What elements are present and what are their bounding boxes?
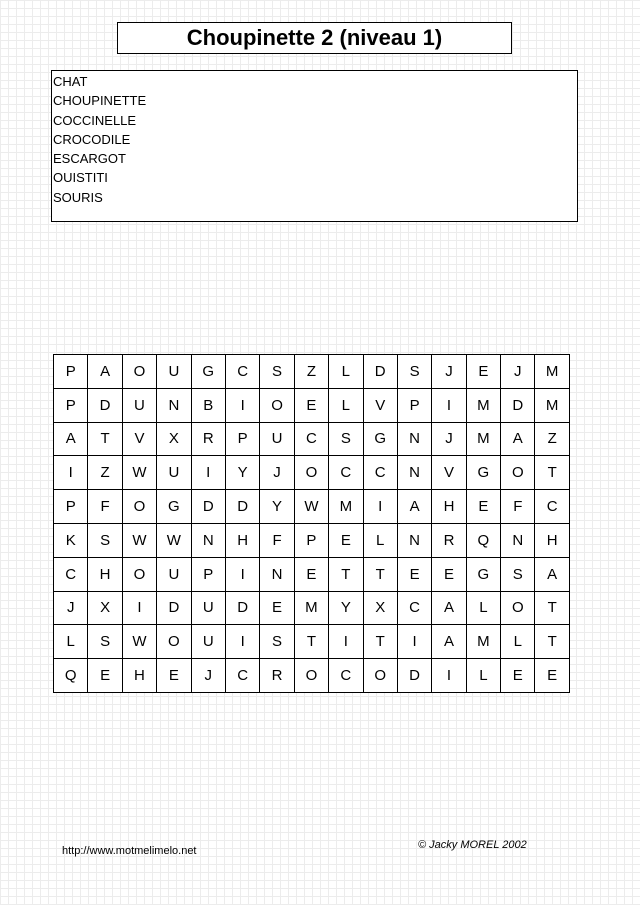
- grid-cell: A: [88, 355, 122, 389]
- grid-cell: F: [88, 490, 122, 524]
- grid-cell: D: [225, 490, 259, 524]
- grid-cell: S: [260, 355, 294, 389]
- grid-cell: I: [225, 625, 259, 659]
- grid-row: [54, 557, 570, 591]
- grid-cell: T: [535, 456, 569, 490]
- grid-cell: N: [397, 456, 431, 490]
- grid-cell: T: [535, 625, 569, 659]
- grid-cell: P: [397, 388, 431, 422]
- grid-cell: X: [157, 422, 191, 456]
- grid-cell: M: [466, 388, 500, 422]
- grid-cell: I: [191, 456, 225, 490]
- grid-cell: P: [191, 557, 225, 591]
- grid-cell: I: [122, 591, 156, 625]
- grid-cell: S: [329, 422, 363, 456]
- grid-cell: E: [294, 557, 328, 591]
- grid-cell: S: [88, 523, 122, 557]
- grid-cell: X: [363, 591, 397, 625]
- grid-cell: J: [501, 355, 535, 389]
- grid-cell: C: [329, 456, 363, 490]
- grid-cell: O: [501, 456, 535, 490]
- grid-cell: W: [157, 523, 191, 557]
- grid-cell: D: [225, 591, 259, 625]
- grid-cell: K: [54, 523, 88, 557]
- page-title: Choupinette 2 (niveau 1): [186, 25, 443, 50]
- grid-cell: H: [432, 490, 466, 524]
- grid-cell: I: [329, 625, 363, 659]
- title-box: [117, 22, 512, 54]
- grid-row: [54, 659, 570, 693]
- grid-cell: H: [122, 659, 156, 693]
- grid-cell: M: [329, 490, 363, 524]
- grid-cell: I: [363, 490, 397, 524]
- grid-cell: T: [363, 557, 397, 591]
- footer-copyright: © Jacky MOREL 2002: [418, 839, 527, 851]
- grid-cell: O: [363, 659, 397, 693]
- grid-cell: G: [466, 557, 500, 591]
- grid-cell: D: [191, 490, 225, 524]
- grid-cell: A: [54, 422, 88, 456]
- grid-cell: H: [88, 557, 122, 591]
- grid-cell: E: [294, 388, 328, 422]
- grid-cell: T: [363, 625, 397, 659]
- grid-cell: L: [363, 523, 397, 557]
- grid-cell: X: [88, 591, 122, 625]
- grid-cell: A: [432, 591, 466, 625]
- grid-cell: H: [535, 523, 569, 557]
- grid-cell: T: [535, 591, 569, 625]
- grid-cell: D: [363, 355, 397, 389]
- grid-cell: V: [122, 422, 156, 456]
- grid-cell: P: [225, 422, 259, 456]
- grid-cell: J: [54, 591, 88, 625]
- grid-cell: Y: [260, 490, 294, 524]
- grid-cell: N: [157, 388, 191, 422]
- grid-cell: N: [501, 523, 535, 557]
- grid-cell: C: [397, 591, 431, 625]
- grid-cell: C: [329, 659, 363, 693]
- grid-cell: O: [122, 557, 156, 591]
- word-item: ESCARGOT: [53, 151, 126, 167]
- grid-cell: M: [535, 355, 569, 389]
- word-list: [51, 70, 578, 222]
- grid-cell: T: [88, 422, 122, 456]
- grid-cell: M: [466, 422, 500, 456]
- grid-cell: N: [260, 557, 294, 591]
- grid-cell: Y: [225, 456, 259, 490]
- grid-cell: L: [54, 625, 88, 659]
- grid-cell: E: [501, 659, 535, 693]
- grid-cell: Z: [88, 456, 122, 490]
- grid-cell: Z: [294, 355, 328, 389]
- grid-cell: U: [260, 422, 294, 456]
- grid-cell: E: [466, 490, 500, 524]
- grid-cell: S: [397, 355, 431, 389]
- grid-row: [54, 355, 570, 389]
- grid-cell: Y: [329, 591, 363, 625]
- grid-cell: J: [260, 456, 294, 490]
- grid-row: [54, 591, 570, 625]
- grid-cell: F: [260, 523, 294, 557]
- grid-cell: W: [294, 490, 328, 524]
- grid-row: [54, 388, 570, 422]
- grid-cell: R: [260, 659, 294, 693]
- grid-cell: E: [329, 523, 363, 557]
- grid-cell: U: [157, 456, 191, 490]
- grid-cell: W: [122, 625, 156, 659]
- word-item: SOURIS: [53, 189, 103, 205]
- grid-cell: E: [535, 659, 569, 693]
- grid-cell: A: [535, 557, 569, 591]
- grid-cell: S: [88, 625, 122, 659]
- grid-cell: L: [329, 355, 363, 389]
- grid-cell: D: [88, 388, 122, 422]
- grid-cell: E: [157, 659, 191, 693]
- grid-cell: P: [54, 355, 88, 389]
- grid-cell: A: [432, 625, 466, 659]
- grid-cell: T: [329, 557, 363, 591]
- grid-cell: I: [397, 625, 431, 659]
- grid-cell: S: [501, 557, 535, 591]
- grid-cell: P: [54, 490, 88, 524]
- grid-row: [54, 456, 570, 490]
- grid-cell: I: [225, 388, 259, 422]
- grid-cell: B: [191, 388, 225, 422]
- grid-cell: D: [501, 388, 535, 422]
- grid-cell: I: [432, 388, 466, 422]
- grid-cell: O: [501, 591, 535, 625]
- grid-cell: I: [432, 659, 466, 693]
- grid-cell: T: [294, 625, 328, 659]
- word-item: OUISTITI: [53, 170, 108, 186]
- grid-cell: U: [122, 388, 156, 422]
- grid-cell: C: [54, 557, 88, 591]
- grid-cell: E: [466, 355, 500, 389]
- grid-row: [54, 523, 570, 557]
- grid-cell: Q: [466, 523, 500, 557]
- grid-cell: Z: [535, 422, 569, 456]
- grid-cell: S: [260, 625, 294, 659]
- grid-cell: E: [88, 659, 122, 693]
- grid-cell: W: [122, 523, 156, 557]
- letter-grid: [53, 354, 570, 693]
- grid-cell: J: [432, 422, 466, 456]
- grid-cell: V: [363, 388, 397, 422]
- grid-cell: C: [225, 659, 259, 693]
- grid-cell: M: [294, 591, 328, 625]
- grid-cell: O: [122, 355, 156, 389]
- grid-cell: U: [191, 625, 225, 659]
- grid-cell: E: [260, 591, 294, 625]
- grid-cell: D: [397, 659, 431, 693]
- grid-cell: U: [157, 355, 191, 389]
- grid-cell: O: [157, 625, 191, 659]
- grid-cell: O: [294, 659, 328, 693]
- grid-cell: N: [397, 422, 431, 456]
- grid-cell: N: [191, 523, 225, 557]
- grid-row: [54, 490, 570, 524]
- grid-cell: E: [432, 557, 466, 591]
- grid-cell: R: [191, 422, 225, 456]
- grid-cell: P: [54, 388, 88, 422]
- grid-row: [54, 422, 570, 456]
- grid-cell: F: [501, 490, 535, 524]
- grid-cell: D: [157, 591, 191, 625]
- footer-url: http://www.motmelimelo.net: [62, 845, 197, 857]
- word-item: CROCODILE: [53, 131, 131, 147]
- grid-cell: G: [191, 355, 225, 389]
- grid-cell: V: [432, 456, 466, 490]
- grid-cell: Q: [54, 659, 88, 693]
- grid-cell: E: [397, 557, 431, 591]
- grid-cell: N: [397, 523, 431, 557]
- grid-cell: I: [225, 557, 259, 591]
- grid-cell: P: [294, 523, 328, 557]
- word-item: CHAT: [53, 74, 88, 89]
- grid-cell: W: [122, 456, 156, 490]
- word-item: CHOUPINETTE: [53, 93, 147, 109]
- grid-cell: O: [294, 456, 328, 490]
- grid-cell: H: [225, 523, 259, 557]
- grid-cell: L: [329, 388, 363, 422]
- grid-cell: L: [466, 659, 500, 693]
- grid-cell: U: [191, 591, 225, 625]
- grid-cell: C: [225, 355, 259, 389]
- grid-cell: U: [157, 557, 191, 591]
- grid-cell: C: [294, 422, 328, 456]
- grid-row: [54, 625, 570, 659]
- grid-cell: L: [466, 591, 500, 625]
- grid-cell: I: [54, 456, 88, 490]
- grid-cell: O: [260, 388, 294, 422]
- grid-cell: L: [501, 625, 535, 659]
- grid-cell: M: [466, 625, 500, 659]
- grid-cell: C: [363, 456, 397, 490]
- grid-cell: G: [363, 422, 397, 456]
- grid-cell: G: [157, 490, 191, 524]
- grid-cell: A: [501, 422, 535, 456]
- grid-cell: R: [432, 523, 466, 557]
- grid-cell: J: [432, 355, 466, 389]
- grid-cell: O: [122, 490, 156, 524]
- grid-cell: G: [466, 456, 500, 490]
- grid-cell: A: [397, 490, 431, 524]
- grid-cell: C: [535, 490, 569, 524]
- word-item: COCCINELLE: [53, 112, 137, 128]
- grid-cell: J: [191, 659, 225, 693]
- grid-cell: M: [535, 388, 569, 422]
